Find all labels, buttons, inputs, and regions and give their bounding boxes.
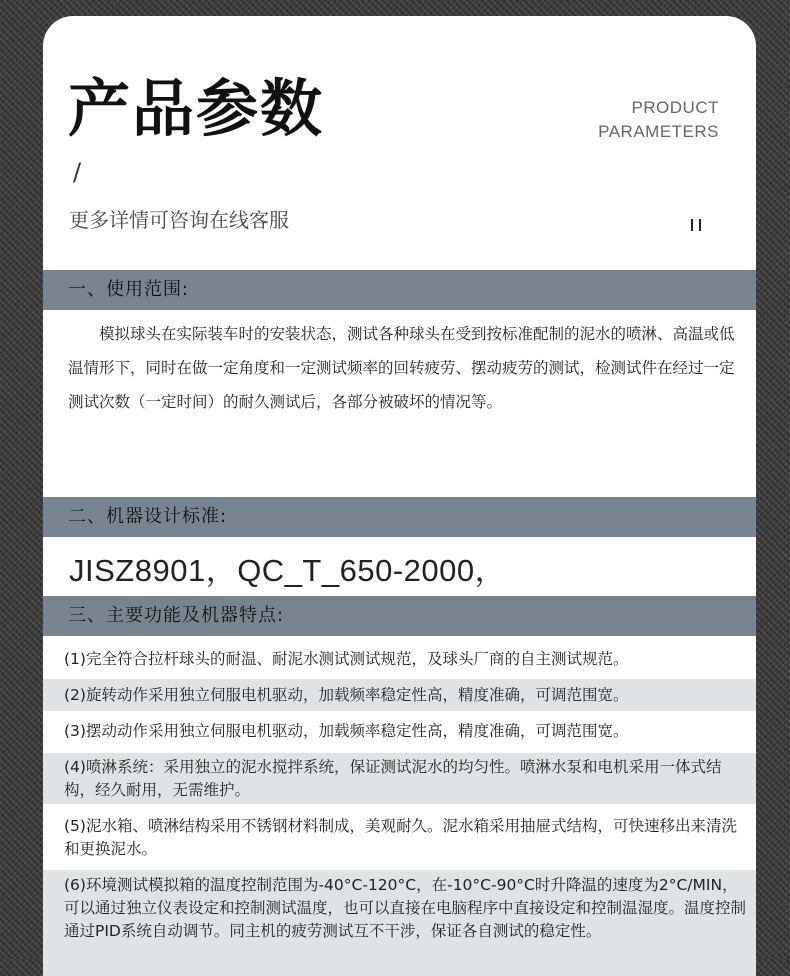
english-title-line-1: PRODUCT [631, 98, 719, 117]
usage-description: 模拟球头在实际装车时的安装状态，测试各种球头在受到按标准配制的泥水的喷淋、高温或低温情形下，同时在做一定角度和一定测试频率的回转疲劳、摆动疲劳的测试，检测试件在经过一定测试次数（一定时间）的耐久测试后，各部分被破坏的情况等。 [68, 325, 735, 411]
feature-item: (6)环境测试模拟箱的温度控制范围为-40°C-120°C，在-10°C-90°C时升降温的速度为2°C/MIN，可以通过独立仪表设定和控制测试温度，也可以直接在电脑程序中直接设定和控制温湿度。温度控制通过PID系统自动调节。同主机的疲劳测试互不干涉，保证各自测试的稳定性。 [43, 870, 756, 976]
feature-item: (4)喷淋系统：采用独立的泥水搅拌系统，保证测试泥水的均匀性。喷淋水泵和电机采用一体式结构，经久耐用，无需维护。 [43, 753, 756, 804]
pause-icon [691, 219, 701, 231]
section-heading-features: 三、主要功能及机器特点: [43, 596, 756, 636]
feature-item: (3)摆动动作采用独立伺服电机驱动，加载频率稳定性高，精度准确，可调范围宽。 [64, 721, 629, 740]
design-standard-value: JISZ8901，QC_T_650-2000， [69, 553, 507, 588]
english-title-line-2: PARAMETERS [598, 122, 719, 141]
feature-item: (5)泥水箱、喷淋结构采用不锈钢材料制成，美观耐久。泥水箱采用抽屉式结构，可快速移出来清洗和更换泥水。 [64, 817, 737, 858]
section-heading-standard: 二、机器设计标准: [43, 497, 756, 537]
title-divider-slash: / [73, 158, 82, 186]
page-subtitle: 更多详情可咨询在线客服 [69, 208, 289, 232]
page-title: 产品参数 [68, 72, 325, 145]
feature-item: (1)完全符合拉杆球头的耐温、耐泥水测试测试规范，及球头厂商的自主测试规范。 [64, 649, 629, 668]
feature-item: (2)旋转动作采用独立伺服电机驱动，加载频率稳定性高，精度准确，可调范围宽。 [43, 679, 756, 711]
parameters-card [43, 16, 756, 976]
section-heading-usage: 一、使用范围: [43, 270, 756, 310]
english-title [598, 96, 719, 144]
